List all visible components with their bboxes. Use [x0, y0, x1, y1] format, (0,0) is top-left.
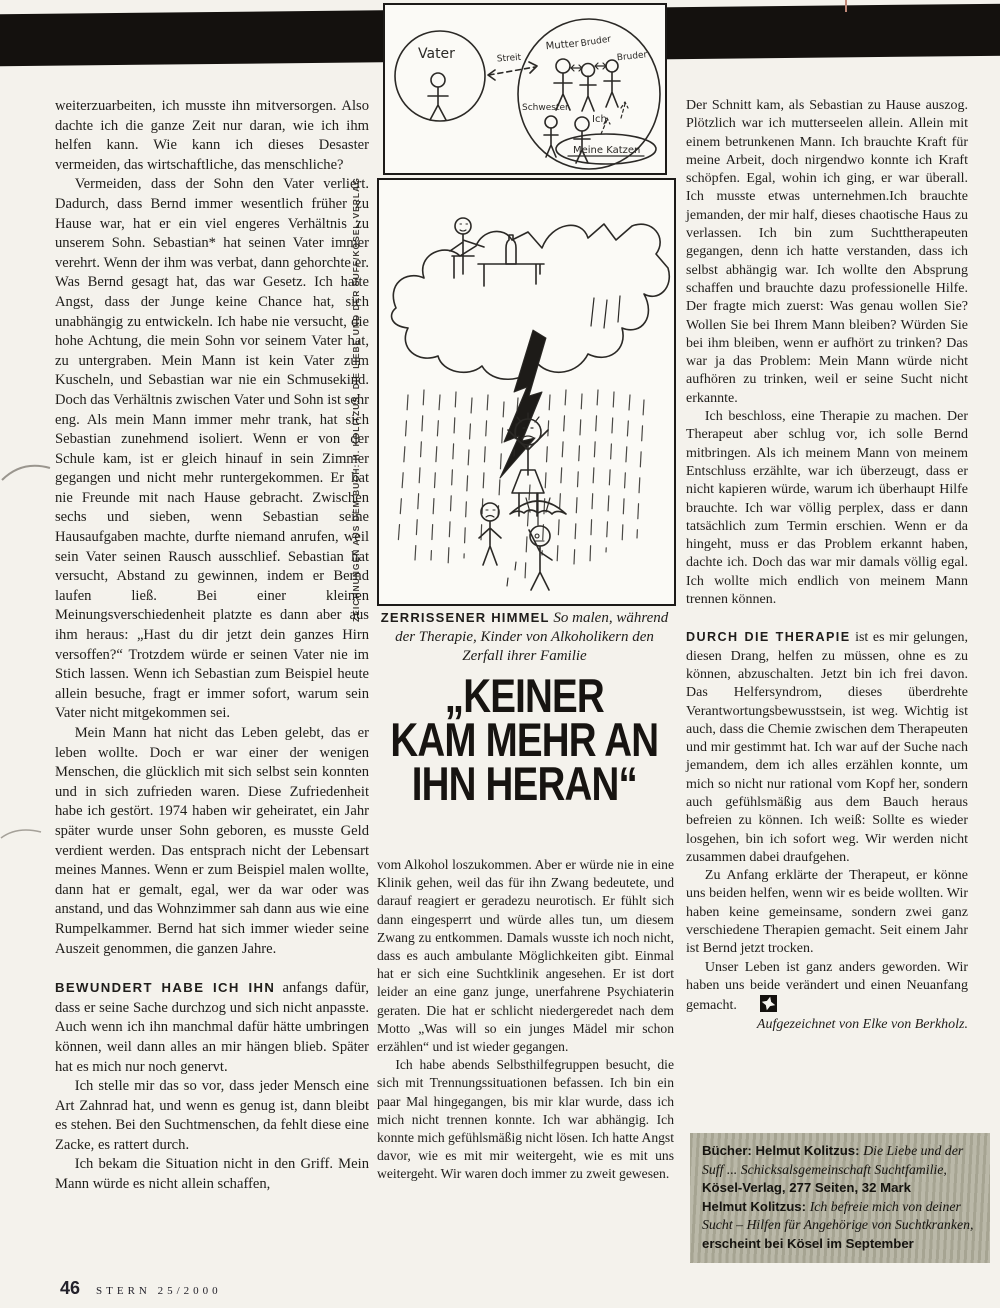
issue-label: STERN 25/2000 — [96, 1285, 222, 1297]
paragraph: Ich beschloss, eine Therapie zu machen. Der Therapeut aber schlug vor, ich solle Bernd mitbringen. Als ich meinem Mann von meinem Entschluss erzählte, war ich überzeugt, dass er nicht kapieren würde, warum ich überhaupt Hilfe brauchte. Ich war völlig perplex, dass er dann tatsächlich zum Termin erschien. Wenn er da hingeht, muss er das Problem erkannt haben, dachte ich. Doch das war mir damals völlig egal. Ich wollte mich endlich von meinem Mann trennen können. — [686, 409, 968, 608]
pull-quote-line: KAM MEHR AN — [390, 713, 659, 766]
caption-text: So malen, während der Therapie, Kinder von Alkoholikern den Zerfall ihrer Familie — [395, 610, 669, 664]
paragraph: Vermeiden, dass der Sohn den Vater verliert. Dadurch, dass Bernd immer wesentlich früher zu Hause war, hat er ein viel engeres Verhältnis zu unserem Sohn. Sebastian* hat seinen Vater immer verehrt. Wenn der ihm was verbat, dann gehorchte er. Was Bernd gesagt hat, das war Gesetz. Ich hatte Angst, dass der Junge keine Chance hat, sich unabhängig zu entwickeln. Ich habe nie versucht, die hohe Achtung, die mein Sohn vor seinem Vater hat, zu untergraben. Mein Mann ist kein Vater zum Kuscheln, und Sebastian war nie ein Schmusekind. Doch das Verhältnis zwischen Vater und Sohn ist sehr eng. Als mein Mann immer mehr trank, hat sich Sebastian zunehmend isoliert. Wenn er von der Schule kam, ist er gleich hinauf in sein Zimmer gegangen und nicht mehr runtergekommen. Er hat nie Freunde mit nach Hause gebracht. Zwischen sechs und sieben, wenn Sebastian seine Hausaufgaben machte, durfte niemand anrufen, weil sein Vater seinen Rausch ausschlief. Sebastian hat versucht, Abstand zu gewinnen, indem er Bernd laufen ließ. Bei einer kleinen Meinungsverschiedenheit platzte es dann aber aus ihm heraus: „Hast du dir jetzt dein ganzes Hirn versoffen?“ Trotzdem würde er seinen Vater nie im Stich lassen. Wenn ich Sebastian zum Beispiel heute allein besuche, fragt er immer sofort, warum sein Vater nicht mitgekommen sei. — [55, 176, 369, 722]
page-number: 46 — [60, 1278, 81, 1298]
torn-sky-sketch — [379, 180, 674, 604]
paragraph-text: Unser Leben ist ganz anders geworden. Wir haben uns beide verändert und einen Neuanfang gemacht. — [686, 959, 968, 1014]
drawing-credit-vertical: ZEICHNUNGEN AUS DEM BUCH: H. KOLITZUS, DIE LIEBE UND DER SUFF/KÖSEL-VERLAG — [351, 177, 361, 622]
author-signature: Aufgezeichnet von Elke von Berkholz. — [756, 1016, 968, 1032]
paragraph-text: anfangs dafür, dass er seine Sache durchzog und sich nicht anpasste. Auch wenn ich ihn manchmal dafür hätte umbringen können, weil dann alles an mir hängen blieb. Später hat es mich nur noch genervt. — [55, 980, 369, 1075]
paragraph: Zu Anfang erklärte der Therapeut, er könne uns beiden helfen, wenn wir es beide wollten. Wir haben keine gemeinsame, sondern zwei ganz verschiedene Therapien gemacht. Seit einem Jahr ist Bernd jetzt trocken. — [686, 868, 968, 957]
stern-end-star-icon — [741, 995, 758, 1012]
pull-quote-line: IHN HERAN“ — [411, 757, 638, 810]
drawing-caption — [373, 608, 676, 666]
caption-lead: ZERRISSENER HIMMEL — [380, 610, 550, 625]
drawing-torn-sky — [377, 178, 676, 606]
paragraph: Der Schnitt kam, als Sebastian zu Hause auszog. Plötzlich war ich mutterseelen allein. Allein mit einem betrunkenen Mann. Ich brauchte Kraft für meine Arbeit, doch nirgendwo konnte ich Kraft schöpfen. Egal, wohin ich ging, er war überall. Ich musste etwas unternehmen.Ich brauchte jemanden, der mir half, dieses chaotische Haus zu verlassen. Ich bin zum Suchttherapeuten gegangen, denn ich hatte verstanden, dass ich selbst abhängig war. Ich wollte den Absprung schaffen und brauchte dazu professionelle Hilfe. Der fragte mich zuerst: Was genau wollen Sie? Wollen Sie bei Ihrem Mann bleiben? Würden Sie bei ihm bleiben, wenn er aufhört zu trinken? Das war ja das Problem: Mein Mann würde nicht aufhören zu trinken, weil er seine Sucht nicht erkannte. — [686, 98, 968, 406]
label-ich: Ich — [592, 114, 607, 125]
label-bruder-1: Bruder — [580, 34, 612, 50]
book-author-2: Helmut Kolitzus: — [702, 1198, 810, 1214]
paragraph: weiterzuarbeiten, ich musste ihn mitversorgen. Also dachte ich die ganze Zeit nur daran, wie ich ihm helfen kann. Wie kann ich dieses Desaster vermeiden, das wirtschaftliche, das menschliche? — [55, 98, 369, 173]
book-title-2: Ich befreie mich von deiner Sucht – Hilfen für Angehörige von Suchtkranken, — [702, 1198, 974, 1232]
paragraph: Ich stelle mir das so vor, dass jeder Mensch eine Art Zahnrad hat, und wenn es genug ist, dann bleibt es stehen. Bei den Suchtmenschen, da fehlt diese eine Zacke, es rattert durch. — [55, 1078, 369, 1153]
article-column-middle — [377, 856, 674, 1184]
drawing-family-map — [383, 3, 667, 175]
book-title-1: Die Liebe und der Suff ... Schicksalsgemeinschaft Suchtfamilie, — [702, 1143, 964, 1177]
book-info-box — [690, 1133, 990, 1263]
book-publisher-2: erscheint bei Kösel im September — [702, 1235, 914, 1251]
page-footer — [60, 1278, 222, 1299]
book-publisher-1: Kösel-Verlag, 277 Seiten, 32 Mark — [702, 1180, 911, 1195]
paragraph — [55, 978, 369, 1077]
label-schwester: Schwester — [522, 103, 569, 113]
label-bruder-2: Bruder — [616, 50, 648, 64]
scan-artifact — [0, 446, 52, 488]
label-streit: Streit — [496, 52, 522, 65]
paragraph: vom Alkohol loszukommen. Aber er würde nie in eine Klinik gehen, weil das für ihn Zwang bedeutete, und darauf reagiert er geradezu neurotisch. Er fühlt sich dann eingesperrt und würde alles tun, um diesem Zwang zu entkommen. Damals wusste ich noch nicht, dass es auch ambulante Möglichkeiten gibt. Einmal hat er sich eine Suchtklinik angesehen. Er ist dort leider an eine ganz junge, unerfahrene Psychiaterin geraten. Die hat er schlicht niedergeredet nach dem Motto „Was will so ein junges Mädel mir schon erzählen“ und ist wieder gegangen. — [377, 857, 674, 1055]
pull-quote-line: „KEINER — [444, 669, 605, 722]
article-column-left — [55, 97, 369, 1195]
label-meine-katzen: Meine Katzen — [573, 145, 641, 156]
paragraph: Ich bekam die Situation nicht in den Griff. Mein Mann würde es nicht allein schaffen, — [55, 1156, 369, 1193]
paragraph-text: ist es mir gelungen, diesen Drang, helfen zu müssen, ohne es zu können, abzuschalten. Jetzt bin ich frei davon. Das Helfersyndrom, dieses überdrehte Verantwortungsbewusstsein, ist weg. Wichtig ist auch, dass die Chemie zwischen dem Therapeuten und mir gestimmt hat. Ich war auf der Suche nach jemandem, dem ich alles erzählen konnte, um mich so nicht nur rational vom Kopf her, sondern auch gefühlsmäßig aus dem Bauch heraus befreien zu können. Ich weiß: Sollte es wieder losgehen, bin ich sofort weg. Wir werden nicht zusammen dabei draufgehen. — [686, 630, 968, 865]
book-box-label: Bücher: Helmut Kolitzus: — [702, 1143, 864, 1158]
paragraph: Mein Mann hat nicht das Leben gelebt, das er leben wollte. Doch er war einer der wenigen Menschen, die glücklich mit sich selbst sein konnten und in sich zufrieden waren. Diese Zufriedenheit habe ich gestört. 1974 haben wir geheiratet, ein Jahr später wurde unser Sohn geboren, es musste Geld verdient werden. Das entsprach nicht der Lebensart meines Mannes. Wenn er zum Beispiel malen wollte, dann hat er gemalt, egal, wer da war oder was anstand, und das Wohnzimmer sah dann aus wie eine Rumpelkammer. Bernd hat sich immer wieder seine Auszeit genommen, die ganzen Jahre. — [55, 725, 369, 957]
paragraph-lead: BEWUNDERT HABE ICH IHN — [55, 980, 276, 996]
paragraph-lead: DURCH DIE THERAPIE — [686, 630, 851, 645]
paragraph: Ich habe abends Selbsthilfegruppen besucht, die sich mit Trennungssituationen befassen. Ich bin ein paar Mal hingegangen, bis mir klar wurde, dass ich mich nicht trennen konnte. Ich war abhängig. Ich konnte mich gefühlsmäßig nicht lösen. Ich hatte Angst davor, wie es mit mir weitergeht, wie es mit uns weitergeht. Wir waren doch immer zu zweit gewesen. — [377, 1057, 674, 1182]
paragraph — [686, 959, 968, 1016]
pull-quote — [353, 669, 696, 810]
label-vater: Vater — [418, 46, 455, 62]
pull-quote-lines — [390, 669, 659, 810]
article-column-right — [686, 97, 968, 1034]
paragraph — [686, 628, 968, 867]
family-map-sketch — [385, 5, 665, 173]
label-mutter: Mutter — [545, 38, 580, 53]
scan-artifact — [0, 818, 44, 848]
